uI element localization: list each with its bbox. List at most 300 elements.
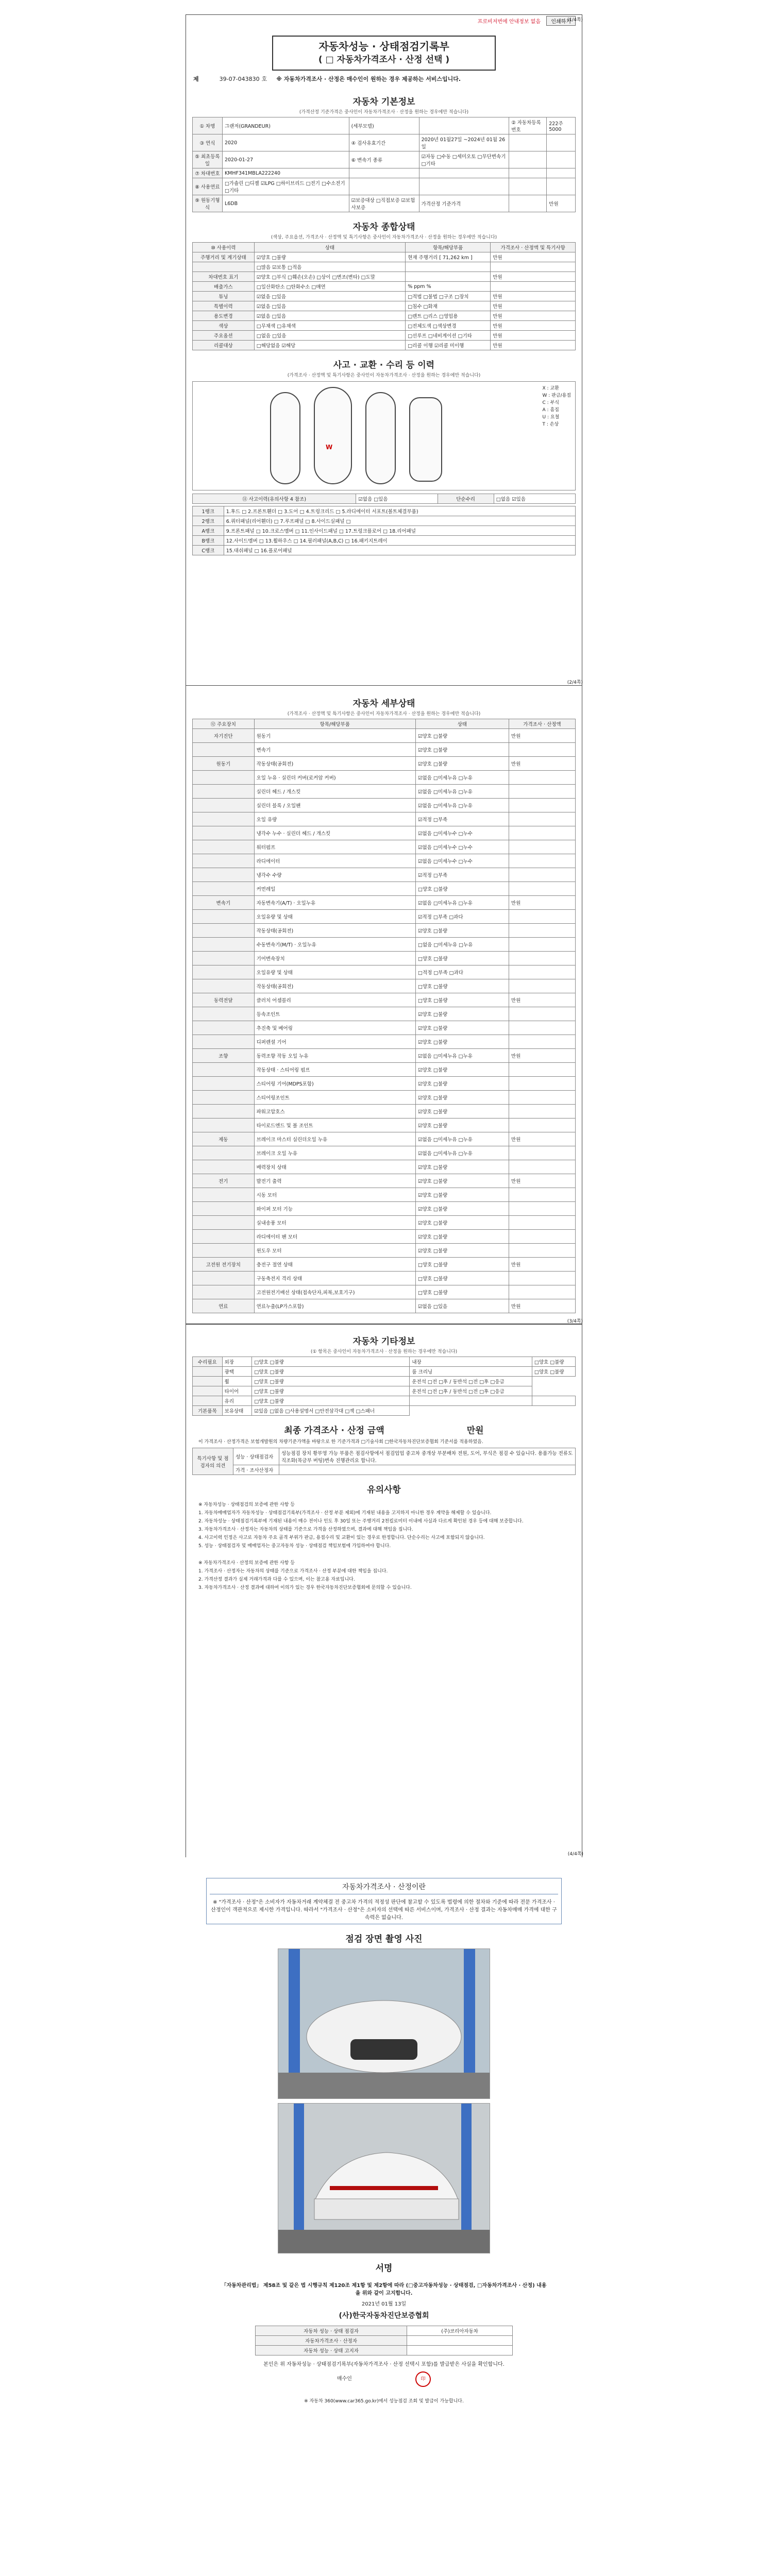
detail-row <box>193 826 576 840</box>
detail-cell: 발전기 출력 <box>254 1174 415 1188</box>
basic-cell <box>547 151 576 168</box>
detail-header-cell: 상태 <box>415 719 509 729</box>
detail-cell: ☑없음 □미세누유 □누유 <box>415 785 509 799</box>
title-line-2: ( □ 자동차가격조사 · 산정 선택 ) <box>318 55 450 65</box>
detail-cell: 만원 <box>509 729 575 743</box>
detail-cell <box>509 743 575 757</box>
detail-cell <box>509 771 575 785</box>
section-basic-info: 자동차 기본정보 <box>352 97 415 107</box>
detail-cell: □양호 □불량 <box>415 979 509 993</box>
detail-row <box>193 1063 576 1077</box>
basic-cell <box>547 134 576 151</box>
other-info-table <box>192 1357 576 1416</box>
detail-cell: ☑없음 □미세누수 □누수 <box>415 840 509 854</box>
detail-cell <box>509 965 575 979</box>
basic-cell: (세부모델) <box>349 117 419 134</box>
etc-row <box>193 1367 576 1377</box>
detail-row <box>193 993 576 1007</box>
accident-part-cell: 2랭크 <box>193 516 224 526</box>
detail-row <box>193 952 576 965</box>
damage-legend <box>543 385 571 428</box>
detail-cell: ☑없음 □미세누수 □누수 <box>415 854 509 868</box>
state-row <box>193 252 576 262</box>
caution-item-2: 1. 가격조사 · 산정자는 자동차의 상태를 기준으로 가격조사 · 산정 부분에 대한 책임을 집니다. <box>198 1569 388 1574</box>
etc-row <box>193 1357 576 1367</box>
detail-cell <box>193 1244 255 1258</box>
accident-cell: 단순수리 <box>438 494 494 504</box>
state-cell: □많음 ☑보통 □적음 <box>254 262 405 272</box>
etc-cell: 운전석 □전 □후 / 동반석 □전 □후 □응급 <box>410 1386 532 1396</box>
basic-cell <box>509 178 547 195</box>
detail-cell: 만원 <box>509 896 575 910</box>
detail-cell: 등속조인트 <box>254 1007 415 1021</box>
state-cell: 만원 <box>491 311 576 321</box>
accident-row <box>193 494 576 504</box>
detail-row <box>193 868 576 882</box>
detail-cell: 만원 <box>509 1258 575 1272</box>
caution-item: 3. 자동차가격조사 · 산정자는 자동차의 상태를 기준으로 가격을 산정하였으며, 결과에 대해 책임을 집니다. <box>198 1527 413 1532</box>
appraisal-info-text: ※ "가격조사 · 산정"은 소비자가 자동차거래 계약체결 전 중고차 가격의 적정성 판단에 참고할 수 있도록 법령에 의한 절차와 기준에 따라 전문 가격조사 · 산정인이 객관적으로 제시한 가격입니다. 따라서 "가격조사 · 산정"은 소비자의 선택에 따른 서비스이며, 가격조사 · 산정 결과는 자동차매매 가격에 대한 구속력은 없습니다. <box>211 1900 557 1921</box>
state-cell: 주요옵션 <box>193 331 255 341</box>
legend-item: C : 부식 <box>542 400 559 405</box>
detail-cell: 충전구 절연 상태 <box>254 1258 415 1272</box>
legend-item: W : 판금/용접 <box>542 393 571 398</box>
basic-cell: L6DB <box>222 195 349 212</box>
detail-cell: 파워고압호스 <box>254 1105 415 1118</box>
detail-cell: ☑양호 □불량 <box>415 924 509 938</box>
state-cell: 용도변경 <box>193 311 255 321</box>
car-right-side <box>365 392 396 484</box>
etc-cell <box>193 1396 223 1406</box>
basic-cell: 그랜저(GRANDEUR) <box>222 117 349 134</box>
detail-row <box>193 1021 576 1035</box>
detail-cell: ☑없음 □미세누유 □누유 <box>415 896 509 910</box>
detail-row <box>193 1202 576 1216</box>
detail-cell <box>509 1272 575 1285</box>
etc-cell: 타이어 <box>222 1386 252 1396</box>
record-number: 39-07-043830 <box>219 75 260 82</box>
detail-row <box>193 896 576 910</box>
accident-part-cell: C랭크 <box>193 546 224 555</box>
detail-cell <box>509 1105 575 1118</box>
detail-cell <box>509 1244 575 1258</box>
etc-row <box>193 1386 576 1396</box>
basic-cell: ☑자동 □수동 □세미오토 □무단변속기 □기타 <box>419 151 509 168</box>
basic-cell <box>349 168 419 178</box>
detail-cell: 만원 <box>509 1049 575 1063</box>
state-row <box>193 292 576 301</box>
basic-cell <box>509 151 547 168</box>
detail-cell: 동력조향 작동 오일 누유 <box>254 1049 415 1063</box>
car-undercarriage <box>409 397 442 482</box>
detail-row <box>193 1007 576 1021</box>
basic-cell: 2020 <box>222 134 349 151</box>
record-page-3 <box>186 1319 583 1860</box>
detail-cell: □양호 □불량 <box>415 1285 509 1299</box>
etc-cell: 보유상태 <box>222 1406 252 1416</box>
signer-cell: (주)코리아자동차 <box>407 2326 513 2336</box>
detail-cell: 원동기 <box>193 757 255 771</box>
detail-cell: □없음 □미세누유 □누유 <box>415 938 509 952</box>
detail-cell <box>509 785 575 799</box>
accident-cell: □없음 ☑있음 <box>494 494 575 504</box>
detail-cell: 스티어링조인트 <box>254 1091 415 1105</box>
detail-cell: 만원 <box>509 1299 575 1313</box>
record-page-1 <box>186 14 582 690</box>
detail-cell <box>193 743 255 757</box>
detail-cell: 오일유량 및 상태 <box>254 965 415 979</box>
detail-cell: 만원 <box>509 757 575 771</box>
detail-cell <box>509 1230 575 1244</box>
caution-item: 5. 성능 · 상태점검자 및 매매업자는 중고자동차 성능 · 상태점검 책임보험에 가입하여야 합니다. <box>198 1544 391 1549</box>
caution-item: 1. 자동차매매업자가 자동차성능 · 상태점검기록부(가격조사 · 산정 부분 제외)에 기재된 내용을 고지하지 아니한 경우 계약을 해제할 수 있습니다. <box>198 1511 492 1516</box>
detail-cell <box>193 868 255 882</box>
state-cell: 만원 <box>491 292 576 301</box>
detail-cell: ☑양호 □불량 <box>415 1021 509 1035</box>
page-number: (4/4쪽) <box>567 1852 583 1857</box>
detail-row <box>193 1118 576 1132</box>
detail-cell: 추진축 및 베어링 <box>254 1021 415 1035</box>
detail-cell: 브레이크 오일 누유 <box>254 1146 415 1160</box>
detail-row <box>193 910 576 924</box>
detail-row <box>193 924 576 938</box>
detail-cell: 라디에이터 팬 모터 <box>254 1230 415 1244</box>
detail-cell: 커먼레일 <box>254 882 415 896</box>
etc-cell <box>193 1367 223 1377</box>
detail-cell: ☑양호 □불량 <box>415 1202 509 1216</box>
state-cell: 만원 <box>491 301 576 311</box>
detail-cell: ☑양호 □불량 <box>415 743 509 757</box>
signer-table <box>255 2326 513 2355</box>
section-basic-note: (가격산정 기준가격은 중사인이 자동차가격조사 · 산정을 원하는 경우에만 적습니다) <box>299 110 469 115</box>
state-cell <box>406 272 491 282</box>
etc-row <box>193 1377 576 1386</box>
etc-cell <box>193 1377 223 1386</box>
basic-cell: ☑보증대상 □직접보증 ☑보험사보증 <box>349 195 419 212</box>
etc-cell: □양호 □불량 <box>252 1377 410 1386</box>
receiver-seal-icon: 印 <box>415 2371 431 2387</box>
detail-cell <box>193 1285 255 1299</box>
car-damage-diagram <box>192 381 576 490</box>
accident-part-cell: 9.프론트패널 □ 10.크로스멤버 □ 11.인사이드패널 □ 17.트렁크플로어 □ 18.리어패널 <box>224 526 575 536</box>
state-header-cell: ⑩ 사용이력 <box>193 243 255 252</box>
accident-cell: ⑪ 사고이력(유의사항 4 참조) <box>193 494 356 504</box>
detail-cell <box>193 1063 255 1077</box>
detail-cell: ☑양호 □불량 <box>415 757 509 771</box>
accident-part-row <box>193 506 576 516</box>
detail-cell: 클러치 어셈블리 <box>254 993 415 1007</box>
detail-cell: 오일 누유 · 실린더 커버(로커암 커버) <box>254 771 415 785</box>
detail-cell: ☑양호 □불량 <box>415 1118 509 1132</box>
detail-cell: □적정 □부족 □과다 <box>415 965 509 979</box>
state-cell: 만원 <box>491 341 576 350</box>
detail-cell: ☑양호 □불량 <box>415 1077 509 1091</box>
detail-cell: ☑양호 □불량 <box>415 1188 509 1202</box>
damage-mark: W <box>326 444 333 451</box>
basic-info-table <box>192 117 576 212</box>
etc-cell: 운전석 □전 □후 / 동반석 □전 □후 □응급 <box>410 1377 532 1386</box>
detail-cell: ☑없음 □미세누유 □누유 <box>415 771 509 785</box>
etc-cell: 유리 <box>222 1396 252 1406</box>
detail-row <box>193 854 576 868</box>
detail-cell <box>193 979 255 993</box>
detail-row <box>193 771 576 785</box>
detail-cell: 제동 <box>193 1132 255 1146</box>
caution-item-2: 3. 자동차가격조사 · 산정 결과에 대하여 이의가 있는 경우 한국자동차진단보증협회에 문의할 수 있습니다. <box>198 1585 412 1590</box>
detail-cell <box>193 826 255 840</box>
detail-cell <box>193 1077 255 1091</box>
etc-cell <box>410 1396 532 1406</box>
state-cell: □없음 □있음 <box>254 331 405 341</box>
etc-cell: □양호 □불량 <box>252 1357 410 1367</box>
detail-cell: 실내송풍 모터 <box>254 1216 415 1230</box>
basic-cell: 222주5000 <box>547 117 576 134</box>
detail-row <box>193 1272 576 1285</box>
detail-row <box>193 743 576 757</box>
etc-cell <box>193 1386 223 1396</box>
basic-cell: 만원 <box>547 195 576 212</box>
detail-cell: 자기진단 <box>193 729 255 743</box>
detail-cell <box>193 1230 255 1244</box>
detail-cell: ☑없음 □있음 <box>415 1299 509 1313</box>
detail-row <box>193 1146 576 1160</box>
basic-cell: ② 자동차등록번호 <box>509 117 547 134</box>
accident-part-row <box>193 536 576 546</box>
detail-cell: 타이로드엔드 및 볼 조인트 <box>254 1118 415 1132</box>
state-cell <box>491 262 576 272</box>
detail-cell: ☑양호 □불량 <box>415 1063 509 1077</box>
state-cell: ☑없음 □있음 <box>254 301 405 311</box>
state-cell: 튜닝 <box>193 292 255 301</box>
detail-row <box>193 729 576 743</box>
detail-row <box>193 882 576 896</box>
etc-row <box>193 1396 576 1406</box>
detail-cell <box>509 1216 575 1230</box>
signer-cell: 자동차 성능 · 상태 고지자 <box>256 2346 407 2355</box>
detail-cell: ☑없음 □미세누유 □누유 <box>415 1146 509 1160</box>
basic-row <box>193 168 576 178</box>
document-title <box>272 36 496 71</box>
basic-cell <box>419 178 509 195</box>
detail-cell: 오일유량 및 상태 <box>254 910 415 924</box>
final-price-text: 이 가격조사 · 산정가격은 보험개발원의 차량기준가액을 바탕으로 한 기준가격과 □기술사회 □한국자동차진단보증협회 기준서를 적용하였음. <box>198 1439 483 1445</box>
detail-cell <box>193 1035 255 1049</box>
basic-cell: 가격산정 기준가격 <box>419 195 509 212</box>
detail-cell <box>509 924 575 938</box>
basic-cell <box>547 178 576 195</box>
basic-cell <box>547 168 576 178</box>
state-cell: ☑양호 □부식 □훼손(오손) □상이 □변조(변타) □도말 <box>254 272 405 282</box>
detail-cell <box>193 910 255 924</box>
legend-item: X : 교환 <box>542 386 559 391</box>
detail-cell: ☑적정 □부족 <box>415 868 509 882</box>
accident-part-row <box>193 516 576 526</box>
state-cell: ☑양호 □불량 <box>254 252 405 262</box>
detail-cell <box>193 924 255 938</box>
section-state-note: (색상, 주요옵션, 가격조사 · 산정액 및 특기사항은 중사인이 자동차가격조사 · 산정을 원하는 경우에만 적습니다) <box>271 235 497 240</box>
detail-cell <box>509 1285 575 1299</box>
state-row <box>193 282 576 292</box>
photo-section-title: 점검 장면 촬영 사진 <box>345 1934 423 1944</box>
detail-cell <box>193 812 255 826</box>
signer-row <box>256 2346 513 2355</box>
detail-cell <box>193 785 255 799</box>
detail-cell: 연료 <box>193 1299 255 1313</box>
detail-cell: 냉각수 누수 · 실린더 헤드 / 개스킷 <box>254 826 415 840</box>
state-cell: 배출가스 <box>193 282 255 292</box>
detail-cell: 작동상태(공회전) <box>254 757 415 771</box>
detail-cell: 시동 모터 <box>254 1188 415 1202</box>
detail-cell <box>193 771 255 785</box>
detail-cell <box>193 882 255 896</box>
etc-cell: 내장 <box>410 1357 532 1367</box>
record-number-suffix: 호 <box>261 76 267 82</box>
detail-cell: ☑양호 □불량 <box>415 729 509 743</box>
sign-company: (사)한국자동차진단보증협회 <box>339 2312 429 2320</box>
detail-cell: 만원 <box>509 1132 575 1146</box>
detail-cell <box>509 854 575 868</box>
detail-cell: 배력장치 상태 <box>254 1160 415 1174</box>
detail-cell <box>509 979 575 993</box>
signer-cell <box>407 2346 513 2355</box>
overall-state-table <box>192 242 576 350</box>
special-appraiser-label: 가격 · 조사산정자 <box>233 1465 279 1475</box>
state-cell <box>193 262 255 272</box>
detail-cell: ☑양호 □불량 <box>415 1216 509 1230</box>
accident-summary <box>192 494 576 504</box>
detail-cell: 스티어링 기어(MDPS포함) <box>254 1077 415 1091</box>
car-front-photo-image <box>278 1949 490 2098</box>
basic-cell <box>419 168 509 178</box>
basic-cell: ⑦ 차대번호 <box>193 168 223 178</box>
etc-cell <box>532 1396 575 1406</box>
car-left-side <box>270 392 300 484</box>
detail-cell <box>509 1091 575 1105</box>
accident-part-cell: 6.쿼터패널(리어휀더) □ 7.루프패널 □ 8.사이드실패널 □ <box>224 516 575 526</box>
detail-cell <box>193 1202 255 1216</box>
caution-item-2: ※ 자동차가격조사 · 산정의 보증에 관한 사항 등 <box>198 1561 295 1566</box>
detail-cell <box>193 965 255 979</box>
page-number: (1/4쪽) <box>567 18 583 23</box>
detail-cell <box>509 1063 575 1077</box>
detail-row <box>193 785 576 799</box>
detail-cell: 디퍼렌셜 기어 <box>254 1035 415 1049</box>
detail-cell: 조향 <box>193 1049 255 1063</box>
basic-cell: ⑧ 사용연료 <box>193 178 223 195</box>
detail-cell: 만원 <box>509 1174 575 1188</box>
basic-cell <box>509 134 547 151</box>
caution-item: 2. 자동차성능 · 상태점검기록부에 기재된 내용이 매수 전이나 인도 후 30일 또는 주행거리 2천킬로미터 이내에 사실과 다르게 확인된 경우 등에 대해 보증합니다. <box>198 1519 524 1524</box>
section-detail-note: (가격조사 · 산정액 및 특기사항은 중사인이 자동차가격조사 · 산정을 원하는 경우에만 적습니다) <box>287 711 481 717</box>
section-other-info: 자동차 기타정보 <box>352 1336 415 1347</box>
detail-row <box>193 1258 576 1272</box>
sign-text: 「자동차관리법」 제58조 및 같은 법 시행규칙 제120조 제1항 및 제2항에 따라 (□중고자동차성능 · 상태점검, □자동차가격조사 · 산정) 내용을 위와 같이 고지합니다. <box>221 2283 547 2296</box>
detail-cell <box>509 799 575 812</box>
receiver-label: 매수인 <box>337 2376 352 2382</box>
state-cell: □리콜 이행 ☑리콜 미이행 <box>406 341 491 350</box>
detail-cell: 변속기 <box>193 896 255 910</box>
state-row <box>193 272 576 282</box>
state-cell: % ppm % <box>406 282 491 292</box>
caution-item: 4. 사고이력 인정은 사고로 자동차 주요 골격 부위가 판금, 용접수리 및 교환이 있는 경우로 한정합니다. 단순수리는 사고에 포함되지 않습니다. <box>198 1535 485 1540</box>
basic-row <box>193 134 576 151</box>
alert-text: 프로비저번에 안내정보 없음 <box>477 19 541 25</box>
signer-cell: 자동차가격조사 · 산정자 <box>256 2336 407 2346</box>
basic-cell: 2020년 01월27일 ~2024년 01월 26일 <box>419 134 509 151</box>
detail-cell <box>193 1146 255 1160</box>
state-cell: 특별이력 <box>193 301 255 311</box>
detail-cell: □양호 □불량 <box>415 882 509 896</box>
state-cell: 만원 <box>491 252 576 262</box>
detail-cell: 연료누출(LP가스포함) <box>254 1299 415 1313</box>
detail-cell: 작동상태(공회전) <box>254 979 415 993</box>
detail-cell <box>509 1035 575 1049</box>
detail-row <box>193 1132 576 1146</box>
detail-row <box>193 1105 576 1118</box>
detail-row <box>193 938 576 952</box>
section-accident: 사고 · 교환 · 수리 등 이력 <box>333 360 435 370</box>
basic-cell <box>419 117 509 134</box>
detail-cell: ☑없음 □미세누유 □누유 <box>415 1132 509 1146</box>
etc-cell: □양호 □불량 <box>252 1386 410 1396</box>
state-cell: 만원 <box>491 321 576 331</box>
state-cell: □해당없음 ☑해당 <box>254 341 405 350</box>
accident-parts-table <box>192 506 576 555</box>
state-row <box>193 331 576 341</box>
basic-cell: ⑨ 원동기형식 <box>193 195 223 212</box>
detail-row <box>193 1216 576 1230</box>
record-page-4 <box>186 1852 583 2576</box>
state-header-cell: 상태 <box>254 243 405 252</box>
detail-cell <box>509 840 575 854</box>
state-header-cell: 가격조사 · 산정액 및 특기사항 <box>491 243 576 252</box>
detail-cell <box>509 952 575 965</box>
basic-cell: ④ 검사유효기간 <box>349 134 419 151</box>
detail-cell <box>193 854 255 868</box>
state-cell: 색상 <box>193 321 255 331</box>
etc-cell: 룸 크리닝 <box>410 1367 532 1377</box>
detail-cell: ☑없음 □미세누유 □누유 <box>415 1049 509 1063</box>
state-cell: □침수 □화재 <box>406 301 491 311</box>
detail-row <box>193 1244 576 1258</box>
print-button[interactable]: 인쇄하기 <box>546 16 576 26</box>
state-cell: □적법 □불법 □구조 □장치 <box>406 292 491 301</box>
detail-row <box>193 1049 576 1063</box>
detail-cell <box>509 1118 575 1132</box>
detail-cell <box>193 1188 255 1202</box>
detail-cell <box>193 1216 255 1230</box>
detail-cell: 작동상태(공회전) <box>254 924 415 938</box>
detail-cell: ☑적정 □부족 <box>415 812 509 826</box>
cautions-list-2 <box>186 1558 582 1595</box>
section-final-price <box>186 1423 582 1436</box>
state-cell: □선루프 □네비게이션 □기타 <box>406 331 491 341</box>
detail-cell: ☑양호 □불량 <box>415 1174 509 1188</box>
accident-cell: ☑없음 □있음 <box>356 494 438 504</box>
detail-cell <box>509 938 575 952</box>
detail-cell <box>509 868 575 882</box>
detail-cell: □양호 □불량 <box>415 952 509 965</box>
detail-header-cell: 가격조사 · 산정액 <box>509 719 575 729</box>
detail-cell <box>509 826 575 840</box>
basic-cell: ① 차명 <box>193 117 223 134</box>
receiver-line <box>219 2371 549 2387</box>
state-row <box>193 301 576 311</box>
basic-cell: □가솔린 □디젤 ☑LPG □하이브리드 □전기 □수소전기 □기타 <box>222 178 349 195</box>
etc-cell: □양호 □불량 <box>252 1396 410 1406</box>
accident-part-row <box>193 526 576 536</box>
detail-cell: ☑양호 □불량 <box>415 1230 509 1244</box>
